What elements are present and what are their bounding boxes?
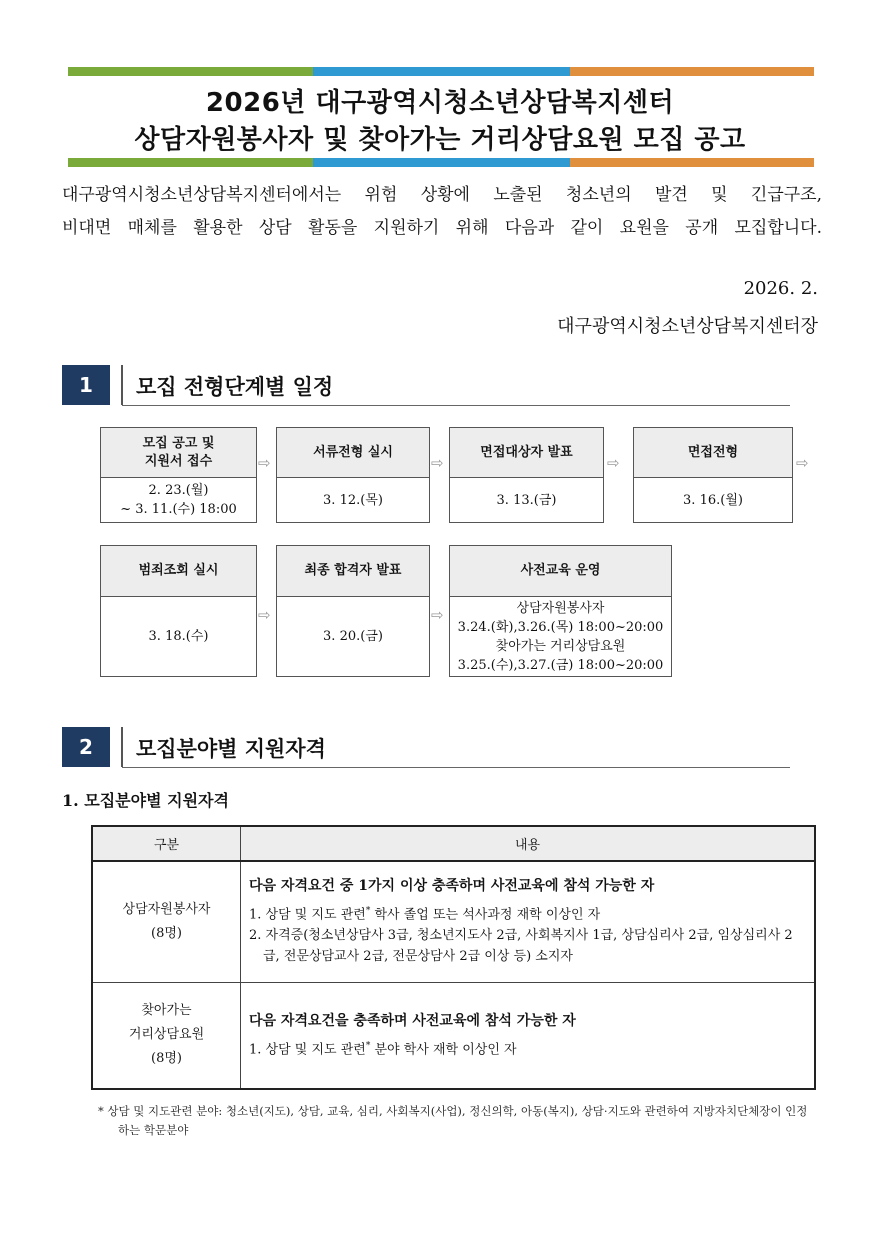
condition-item bbox=[249, 1036, 806, 1060]
table-header-category: 구분 bbox=[92, 826, 241, 861]
stage-date-line: 3. 13.(금) bbox=[496, 492, 557, 508]
condition-item: 2. 자격증(청소년상담사 3급, 청소년지도사 2급, 사회복지사 1급, 상담심리사 2급, 임상심리사 2급, 전문상담교사 2급, 전문상담사 2급 이상 등) 소지자 bbox=[249, 928, 793, 965]
stage-date-line: 3. 16.(월) bbox=[683, 492, 743, 508]
flow-arrow-icon: ⇨ bbox=[258, 606, 271, 624]
flow-arrow-icon: ⇨ bbox=[258, 454, 271, 472]
stage-date-line: 3.24.(화),3.26.(목) 18:00~20:00 bbox=[457, 619, 664, 635]
section-divider bbox=[121, 727, 123, 767]
condition-text: 1. 상담 및 지도 관련 bbox=[249, 1041, 366, 1057]
condition-item bbox=[249, 901, 806, 925]
table-header-content: 내용 bbox=[241, 826, 816, 861]
title-top-bar bbox=[68, 67, 814, 76]
stage-date-line: 3. 12.(목) bbox=[323, 492, 383, 508]
stage-date-line: ~ 3. 11.(수) 18:00 bbox=[120, 502, 237, 517]
qualification-table bbox=[91, 825, 816, 1090]
table-row bbox=[92, 982, 815, 1089]
flow-arrow-icon: ⇨ bbox=[431, 454, 444, 472]
category-cell bbox=[92, 982, 241, 1089]
title-bottom-bar bbox=[68, 158, 814, 167]
stage-title: 모집 공고 및 지원서 접수 bbox=[101, 428, 256, 478]
section-number-badge: 2 bbox=[62, 727, 110, 767]
stage-date-line: 찾아가는 거리상담요원 bbox=[495, 638, 626, 654]
schedule-stage bbox=[276, 545, 430, 677]
page-title-line1: 2026년 대구광역시청소년상담복지센터 bbox=[205, 88, 675, 118]
category-count: (8명) bbox=[151, 925, 182, 941]
bar-segment-orange bbox=[570, 158, 814, 167]
flow-arrow-icon: ⇨ bbox=[431, 606, 444, 624]
stage-date-line: 상담자원봉사자 bbox=[516, 600, 605, 616]
bar-segment-green bbox=[68, 67, 313, 76]
condition-text: 학사 졸업 또는 석사과정 재학 이상인 자 bbox=[370, 907, 601, 923]
schedule-stage bbox=[100, 427, 257, 523]
footnote-marker: * bbox=[365, 906, 371, 917]
flow-arrow-icon: ⇨ bbox=[607, 454, 620, 472]
stage-title: 면접대상자 발표 bbox=[450, 428, 603, 478]
schedule-stage bbox=[449, 427, 604, 523]
schedule-stage bbox=[449, 545, 672, 677]
footnote: * 상담 및 지도관련 분야: 청소년(지도), 상담, 교육, 심리, 사회복지(사업), 정신의학, 아동(복지), 상담·지도와 관련하여 지방자치단체장이 인정하는 학문분야 bbox=[98, 1104, 808, 1137]
section-underline bbox=[122, 405, 790, 406]
stage-date-line: 2. 23.(월) bbox=[148, 483, 209, 498]
condition-text: 분야 학사 재학 이상인 자 bbox=[370, 1041, 517, 1057]
bar-segment-blue bbox=[313, 158, 570, 167]
condition-text: 1. 상담 및 지도 관련 bbox=[249, 907, 366, 923]
sub-heading: 1. 모집분야별 지원자격 bbox=[62, 791, 229, 810]
stage-date-line: 3.25.(수),3.27.(금) 18:00~20:00 bbox=[457, 657, 664, 673]
section-number-badge: 1 bbox=[62, 365, 110, 405]
stage-date bbox=[450, 597, 671, 676]
condition-heading: 다음 자격요건 중 1가지 이상 충족하며 사전교육에 참석 가능한 자 bbox=[249, 878, 655, 895]
stage-title: 면접전형 bbox=[634, 428, 792, 478]
stage-date bbox=[101, 478, 256, 522]
footnote-marker: * bbox=[365, 1040, 371, 1051]
intro-line2: 비대면 매체를 활용한 상담 활동을 지원하기 위해 다음과 같이 요원을 공개 모집합니다. bbox=[62, 218, 822, 238]
stage-date bbox=[277, 597, 429, 676]
category-name: 거리상담요원 bbox=[128, 1027, 205, 1043]
bar-segment-blue bbox=[313, 67, 570, 76]
section-title: 모집 전형단계별 일정 bbox=[136, 375, 334, 399]
stage-date-line: 3. 20.(금) bbox=[323, 629, 383, 644]
stage-title: 최종 합격자 발표 bbox=[277, 546, 429, 597]
section-divider bbox=[121, 365, 123, 405]
stage-title: 서류전형 실시 bbox=[277, 428, 429, 478]
table-row bbox=[92, 861, 815, 982]
issuing-organization: 대구광역시청소년상담복지센터장 bbox=[557, 316, 818, 337]
category-cell bbox=[92, 861, 241, 982]
stage-title: 사전교육 운영 bbox=[450, 546, 671, 597]
stage-date-line: 3. 18.(수) bbox=[148, 629, 209, 644]
category-name: 상담자원봉사자 bbox=[122, 901, 211, 917]
category-name: 찾아가는 bbox=[141, 1003, 192, 1019]
content-cell bbox=[241, 982, 816, 1089]
schedule-stage bbox=[633, 427, 793, 523]
bar-segment-orange bbox=[570, 67, 814, 76]
schedule-stage bbox=[100, 545, 257, 677]
section-title: 모집분야별 지원자격 bbox=[136, 737, 326, 761]
content-cell bbox=[241, 861, 816, 982]
stage-date bbox=[277, 478, 429, 522]
bar-segment-green bbox=[68, 158, 313, 167]
stage-date bbox=[101, 597, 256, 676]
flow-arrow-icon: ⇨ bbox=[796, 454, 809, 472]
notice-date: 2026. 2. bbox=[743, 278, 818, 299]
stage-date bbox=[450, 478, 603, 522]
schedule-stage bbox=[276, 427, 430, 523]
section-underline bbox=[122, 767, 790, 768]
stage-title: 범죄조회 실시 bbox=[101, 546, 256, 597]
page-title-line2: 상담자원봉사자 및 찾아가는 거리상담요원 모집 공고 bbox=[134, 125, 746, 155]
stage-date bbox=[634, 478, 792, 522]
category-count: (8명) bbox=[151, 1051, 182, 1067]
intro-line1: 대구광역시청소년상담복지센터에서는 위험 상황에 노출된 청소년의 발견 및 긴급구조, bbox=[62, 185, 822, 205]
condition-heading: 다음 자격요건을 충족하며 사전교육에 참석 가능한 자 bbox=[249, 1012, 576, 1029]
